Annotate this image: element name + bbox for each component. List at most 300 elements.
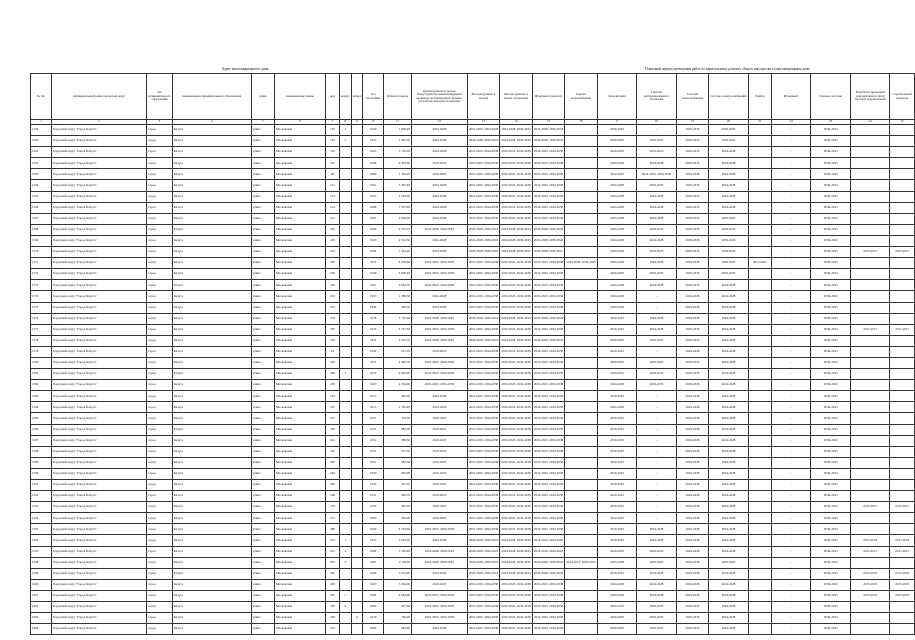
cell-fnd: - — [771, 180, 810, 191]
cell-okrug: Городской округ "Город Калуга" — [51, 247, 146, 258]
cell-ts: 2029-2033 — [676, 213, 709, 224]
cell-fnd: - — [771, 546, 810, 557]
address-group-label: Адрес многоквартирного дома — [221, 67, 269, 71]
column-header: Фундамент (ремонт) — [532, 74, 565, 120]
cell-dom: 255 — [326, 402, 340, 413]
table-row — [31, 346, 915, 357]
column-number: 23 — [811, 120, 850, 125]
cell-fas2: 2019-2023, 2034-2038 — [500, 169, 533, 180]
cell-area: 1 705,40 — [384, 402, 412, 413]
cell-kan: 2019-2023 — [597, 513, 636, 524]
cell-sk — [890, 491, 915, 502]
cell-gvs — [565, 590, 598, 601]
cell-fas2: 2024-2028, 2039-2043 — [500, 535, 533, 546]
cell-n: 1583 — [31, 391, 52, 402]
cell-kan: 2029-2033 — [597, 546, 636, 557]
cell-okrug: Городской округ "Город Калуга" — [51, 346, 146, 357]
column-number: 6 — [274, 120, 325, 125]
cell-co: - — [637, 424, 676, 435]
cell-gvs — [565, 369, 598, 380]
cell-name: Московская — [274, 224, 325, 235]
column-number: 5 — [251, 120, 274, 125]
cell-n: 1603 — [31, 613, 52, 624]
cell-kan: 2019-2023 — [597, 491, 636, 502]
cell-god: 1970 — [363, 535, 384, 546]
cell-kan: 2019-2023 — [597, 446, 636, 457]
cell-ts: 2029-2033 — [676, 247, 709, 258]
cell-kan: 2024-2028 — [597, 380, 636, 391]
cell-fnd: - — [771, 191, 810, 202]
cell-korp — [339, 624, 351, 635]
cell-fnd: - — [771, 324, 810, 335]
cell-co: 2029-2033 — [637, 357, 676, 368]
cell-psd — [850, 468, 889, 479]
cell-area: 382,30 — [384, 457, 412, 468]
cell-fund: 2019-2023, 2034-2038 — [532, 602, 565, 613]
cell-psd — [850, 158, 889, 169]
cell-kan: 2019-2023 — [597, 424, 636, 435]
cell-es: 2024-2028 — [709, 402, 748, 413]
cell-lift — [748, 413, 771, 424]
cell-krov: 2019-2023 — [411, 502, 467, 513]
cell-fund: 2024-2028, 2039-2043 — [532, 557, 565, 568]
cell-lift — [748, 524, 771, 535]
cell-fas: 2024-2028, 2039-2043 — [467, 224, 500, 235]
cell-n: 1579 — [31, 346, 52, 357]
cell-gvs — [565, 468, 598, 479]
cell-gvs — [565, 235, 598, 246]
cell-sk — [890, 313, 915, 324]
cell-fnd: - — [771, 457, 810, 468]
cell-dom: 233 — [326, 302, 340, 313]
cell-ts: 2024-2028 — [676, 291, 709, 302]
cell-n: 1575 — [31, 302, 52, 313]
cell-gaz: 2039-2043 — [811, 136, 850, 147]
cell-es: 2024-2028 — [709, 335, 748, 346]
cell-ul: улица — [251, 602, 274, 613]
cell-fund: 2019-2023, 2034-2038 — [532, 590, 565, 601]
cell-dom: 291 — [326, 535, 340, 546]
cell-ts: 2024-2028 — [676, 557, 709, 568]
cell-fund: 2019-2023, 2034-2038 — [532, 324, 565, 335]
cell-es: 2039-2043 — [709, 125, 748, 136]
cell-dom: 292 — [326, 568, 340, 579]
cell-krov: 2024-2028 — [411, 235, 467, 246]
cell-name: Московская — [274, 435, 325, 446]
cell-okrug: Городской округ "Город Калуга" — [51, 502, 146, 513]
cell-dom: 220 — [326, 258, 340, 269]
cell-fund: 2014-2016, 2024-2028 — [532, 546, 565, 557]
cell-fas2: 2019-2023, 2034-2038 — [500, 202, 533, 213]
cell-fund: 2019-2023, 2034-2038 — [532, 624, 565, 635]
cell-lift — [748, 457, 771, 468]
cell-lit — [351, 413, 363, 424]
cell-god: 1972 — [363, 357, 384, 368]
column-header: Разработка проектной документации и (или) сметной документации — [850, 74, 889, 120]
cell-korp — [339, 302, 351, 313]
cell-okrug: Городской округ "Город Калуга" — [51, 480, 146, 491]
cell-fnd: - — [771, 524, 810, 535]
cell-mo: Калуга — [172, 346, 251, 357]
cell-lift — [748, 579, 771, 590]
cell-okrug: Городской округ "Город Калуга" — [51, 369, 146, 380]
cell-co: - — [637, 291, 676, 302]
cell-kan: 2019-2023 — [597, 468, 636, 479]
cell-n: 1578 — [31, 335, 52, 346]
cell-dom: 301 — [326, 624, 340, 635]
cell-fnd: - — [771, 413, 810, 424]
cell-mo: Калуга — [172, 502, 251, 513]
cell-dom: 295 — [326, 590, 340, 601]
cell-korp: 1 — [339, 535, 351, 546]
cell-sk: 2015-2018 — [890, 568, 915, 579]
column-number: 7 — [326, 120, 340, 125]
cell-fas2: 2019-2023, 2034-2038 — [500, 457, 533, 468]
cell-co: 2029-2033 — [637, 369, 676, 380]
cell-lit — [351, 202, 363, 213]
cell-mo: Калуга — [172, 446, 251, 457]
cell-kan: 2024-2028 — [597, 579, 636, 590]
cell-gvs — [565, 391, 598, 402]
cell-krov: 2024-2028, 2039-2043 — [411, 224, 467, 235]
cell-sk — [890, 513, 915, 524]
cell-krov: 2019-2023, 2034-2038 — [411, 269, 467, 280]
cell-co: - — [637, 346, 676, 357]
cell-tip: город — [147, 313, 173, 324]
cell-co: 2029-2033 — [637, 380, 676, 391]
cell-fund: 2024-2028, 2039-2043 — [532, 313, 565, 324]
cell-mo: Калуга — [172, 369, 251, 380]
cell-gvs — [565, 579, 598, 590]
cell-es: 2024-2028 — [709, 147, 748, 158]
cell-gaz: 2039-2043 — [811, 468, 850, 479]
cell-fund: 2019-2023, 2034-2038 — [532, 524, 565, 535]
cell-name: Московская — [274, 169, 325, 180]
cell-co: 2024-2028 — [637, 280, 676, 291]
cell-fnd: - — [771, 125, 810, 136]
cell-god: 1913 — [363, 391, 384, 402]
cell-mo: Калуга — [172, 524, 251, 535]
cell-kan: 2019-2023 — [597, 535, 636, 546]
cell-name: Московская — [274, 468, 325, 479]
cell-tip: город — [147, 357, 173, 368]
cell-krov: 2019-2023 — [411, 435, 467, 446]
cell-fund: 2019-2023, 2034-2038 — [532, 169, 565, 180]
cell-okrug: Городской округ "Город Калуга" — [51, 324, 146, 335]
cell-gaz: 2039-2043 — [811, 291, 850, 302]
cell-okrug: Городской округ "Город Калуга" — [51, 457, 146, 468]
cell-sk — [890, 169, 915, 180]
cell-tip: город — [147, 446, 173, 457]
cell-name: Московская — [274, 313, 325, 324]
cell-co: - — [637, 502, 676, 513]
column-header: Система централизованного отопления — [637, 74, 676, 120]
cell-lit — [351, 247, 363, 258]
cell-co: 2024-2028 — [637, 579, 676, 590]
cell-n: 1595 — [31, 524, 52, 535]
cell-mo: Калуга — [172, 579, 251, 590]
cell-lift — [748, 480, 771, 491]
cell-psd — [850, 280, 889, 291]
cell-dom: 257 — [326, 413, 340, 424]
cell-lift — [748, 125, 771, 136]
cell-fas: 2019-2023, 2034-2038 — [467, 269, 500, 280]
cell-fnd: - — [771, 313, 810, 324]
cell-okrug: Городской округ "Город Калуга" — [51, 180, 146, 191]
cell-co: - — [637, 457, 676, 468]
cell-ts: 2029-2033 — [676, 125, 709, 136]
cell-lift — [748, 535, 771, 546]
cell-tip: город — [147, 457, 173, 468]
cell-lit — [351, 457, 363, 468]
cell-fund: 2019-2023, 2034-2038 — [532, 380, 565, 391]
cell-sk — [890, 202, 915, 213]
cell-mo: Калуга — [172, 202, 251, 213]
cell-ul: улица — [251, 513, 274, 524]
cell-god: 1962 — [363, 590, 384, 601]
cell-psd — [850, 369, 889, 380]
cell-god: 1950 — [363, 513, 384, 524]
cell-ts: 2024-2028 — [676, 590, 709, 601]
cell-name: Московская — [274, 480, 325, 491]
cell-lit — [351, 524, 363, 535]
cell-krov: 2019-2023, 2034-2038 — [411, 369, 467, 380]
repair-schedule-table — [30, 73, 915, 635]
cell-lit — [351, 435, 363, 446]
cell-fnd: - — [771, 446, 810, 457]
cell-kan: 2019-2023 — [597, 324, 636, 335]
cell-god: 1980 — [363, 546, 384, 557]
cell-name: Московская — [274, 346, 325, 357]
cell-psd — [850, 624, 889, 635]
cell-name: Московская — [274, 357, 325, 368]
cell-korp — [339, 324, 351, 335]
cell-co: 2029-2033 — [637, 602, 676, 613]
cell-fund: 2019-2023, 2034-2038 — [532, 147, 565, 158]
cell-fnd: - — [771, 557, 810, 568]
cell-okrug: Городской округ "Город Калуга" — [51, 491, 146, 502]
cell-fund: 2019-2023, 2034-2038 — [532, 357, 565, 368]
cell-kan: 2024-2028 — [597, 402, 636, 413]
cell-name: Московская — [274, 180, 325, 191]
cell-tip: город — [147, 613, 173, 624]
cell-lit — [351, 169, 363, 180]
cell-area: 4 525,10 — [384, 335, 412, 346]
table-row — [31, 535, 915, 546]
cell-fas2: 2019-2023, 2034-2038 — [500, 579, 533, 590]
cell-god: 1969 — [363, 624, 384, 635]
table-row — [31, 480, 915, 491]
cell-lift — [748, 335, 771, 346]
cell-area: 3 394,00 — [384, 579, 412, 590]
cell-lit — [351, 125, 363, 136]
cell-tip: город — [147, 291, 173, 302]
cell-fund: 2024-2028, 2039-2043 — [532, 224, 565, 235]
cell-kan: 2029-2033 — [597, 269, 636, 280]
cell-ul: улица — [251, 324, 274, 335]
cell-fund: 2019-2023, 2034-2038 — [532, 158, 565, 169]
cell-name: Московская — [274, 125, 325, 136]
table-row — [31, 291, 915, 302]
column-number: 1 — [31, 120, 52, 125]
cell-gvs — [565, 125, 598, 136]
cell-fas2: 2024-2028, 2039-2043 — [500, 335, 533, 346]
cell-es: 2024-2028 — [709, 313, 748, 324]
cell-fund: 2019-2023, 2034-2038 — [532, 269, 565, 280]
cell-sk — [890, 302, 915, 313]
cell-fas2: 2019-2023, 2034-2038 — [500, 357, 533, 368]
cell-ts: 2029-2033 — [676, 280, 709, 291]
cell-fas: 2019-2023, 2034-2038 — [467, 357, 500, 368]
cell-psd — [850, 335, 889, 346]
cell-lift — [748, 435, 771, 446]
cell-ts: 2024-2028 — [676, 446, 709, 457]
cell-lit — [351, 213, 363, 224]
cell-fas2: 2019-2023, 2034-2038 — [500, 258, 533, 269]
cell-fas: 2019-2023, 2034-2038 — [467, 413, 500, 424]
cell-ul: улица — [251, 535, 274, 546]
cell-fas: 2019-2023, 2034-2038 — [467, 435, 500, 446]
cell-ts: 2024-2028 — [676, 402, 709, 413]
cell-dom: 228 — [326, 269, 340, 280]
cell-krov: 2019-2023 — [411, 169, 467, 180]
cell-gaz: 2039-2043 — [811, 324, 850, 335]
cell-ts: 2024-2028 — [676, 546, 709, 557]
cell-korp — [339, 313, 351, 324]
cell-korp — [339, 291, 351, 302]
cell-okrug: Городской округ "Город Калуга" — [51, 335, 146, 346]
cell-name: Московская — [274, 613, 325, 624]
cell-tip: город — [147, 624, 173, 635]
cell-ts: 2024-2028 — [676, 435, 709, 446]
cell-okrug: Городской округ "Город Калуга" — [51, 446, 146, 457]
cell-gaz: 2039-2043 — [811, 346, 850, 357]
cell-ts: 2029-2033 — [676, 380, 709, 391]
cell-okrug: Городской округ "Город Калуга" — [51, 535, 146, 546]
table-row — [31, 180, 915, 191]
cell-tip: город — [147, 235, 173, 246]
cell-sk: 2015-2015 — [890, 546, 915, 557]
table-row — [31, 557, 915, 568]
cell-fund: 2034-2038, 2039-2043 — [532, 136, 565, 147]
column-header: муниципальный район/городской округ — [51, 74, 146, 120]
cell-sk — [890, 413, 915, 424]
cell-es: 2024-2028 — [709, 357, 748, 368]
cell-kan: 2024-2028 — [597, 235, 636, 246]
cell-gaz: 2039-2043 — [811, 446, 850, 457]
cell-sk — [890, 125, 915, 136]
cell-dom: 261 — [326, 435, 340, 446]
cell-okrug: Городской округ "Город Калуга" — [51, 313, 146, 324]
cell-god: 1972 — [363, 324, 384, 335]
cell-fnd: - — [771, 147, 810, 158]
cell-gvs — [565, 480, 598, 491]
cell-god: 1969 — [363, 602, 384, 613]
cell-co: - — [637, 435, 676, 446]
cell-co: 2029-2033 — [637, 224, 676, 235]
cell-korp: 3 — [339, 557, 351, 568]
cell-dom: 272 — [326, 513, 340, 524]
cell-god: 1961 — [363, 180, 384, 191]
cell-god: 1969 — [363, 524, 384, 535]
cell-fund: 2024-2028, 2039-2043 — [532, 247, 565, 258]
cell-gvs — [565, 602, 598, 613]
cell-tip: город — [147, 180, 173, 191]
cell-kan: 2029-2033 — [597, 357, 636, 368]
cell-mo: Калуга — [172, 169, 251, 180]
cell-lit — [351, 269, 363, 280]
cell-fas2: 2024-2028, 2039-2043 — [500, 125, 533, 136]
cell-fund: 2019-2023, 2034-2038 — [532, 391, 565, 402]
cell-fnd: - — [771, 369, 810, 380]
cell-gvs — [565, 424, 598, 435]
cell-kan: 2024-2028 — [597, 590, 636, 601]
cell-sk — [890, 402, 915, 413]
cell-fas2: 2019-2023, 2034-2038 — [500, 413, 533, 424]
cell-sk — [890, 291, 915, 302]
cell-es: 2039-2043 — [709, 258, 748, 269]
cell-fas: 2019-2023, 2034-2038 — [467, 169, 500, 180]
cell-fas: 2024-2028, 2039-2043 — [467, 535, 500, 546]
cell-lit — [351, 369, 363, 380]
cell-fas2: 2019-2023, 2034-2038 — [500, 524, 533, 535]
cell-sk — [890, 446, 915, 457]
cell-tip: город — [147, 369, 173, 380]
cell-psd — [850, 136, 889, 147]
cell-ts: 2029-2033 — [676, 324, 709, 335]
cell-lit: А — [351, 613, 363, 624]
cell-lift — [748, 224, 771, 235]
cell-gaz: 2039-2043 — [811, 524, 850, 535]
cell-mo: Калуга — [172, 180, 251, 191]
cell-fas: 2019-2023, 2034-2038 — [467, 280, 500, 291]
cell-name: Московская — [274, 202, 325, 213]
cell-god: 1968 — [363, 158, 384, 169]
cell-god: 1968 — [363, 202, 384, 213]
cell-es: 2039-2043 — [709, 136, 748, 147]
cell-es: 2024-2028 — [709, 202, 748, 213]
table-row — [31, 513, 915, 524]
cell-ul: улица — [251, 147, 274, 158]
table-row — [31, 624, 915, 635]
cell-fnd: - — [771, 136, 810, 147]
cell-gvs — [565, 380, 598, 391]
cell-n: 1566 — [31, 202, 52, 213]
cell-psd: 2015-2018 — [850, 590, 889, 601]
cell-area: 360,70 — [384, 491, 412, 502]
cell-fnd: - — [771, 468, 810, 479]
cell-psd — [850, 224, 889, 235]
cell-fas2: 2019-2023, 2034-2038 — [500, 424, 533, 435]
cell-fas2: 2019-2023, 2034-2038 — [500, 213, 533, 224]
cell-kan: 2024-2028 — [597, 213, 636, 224]
cell-mo: Калуга — [172, 269, 251, 280]
cell-psd — [850, 513, 889, 524]
cell-co: 2024-2028 — [637, 235, 676, 246]
cell-fund: 2024-2028, 2039-2043 — [532, 235, 565, 246]
column-header: Канализация — [597, 74, 636, 120]
cell-ul: улица — [251, 247, 274, 258]
cell-gvs — [565, 302, 598, 313]
cell-es: 2024-2028 — [709, 602, 748, 613]
cell-okrug: Городской округ "Город Калуга" — [51, 468, 146, 479]
cell-area: 4 662,00 — [384, 369, 412, 380]
cell-mo: Калуга — [172, 313, 251, 324]
cell-fas: 2019-2023, 2034-2038 — [467, 480, 500, 491]
cell-tip: город — [147, 125, 173, 136]
cell-god: 1978 — [363, 313, 384, 324]
cell-sk — [890, 269, 915, 280]
